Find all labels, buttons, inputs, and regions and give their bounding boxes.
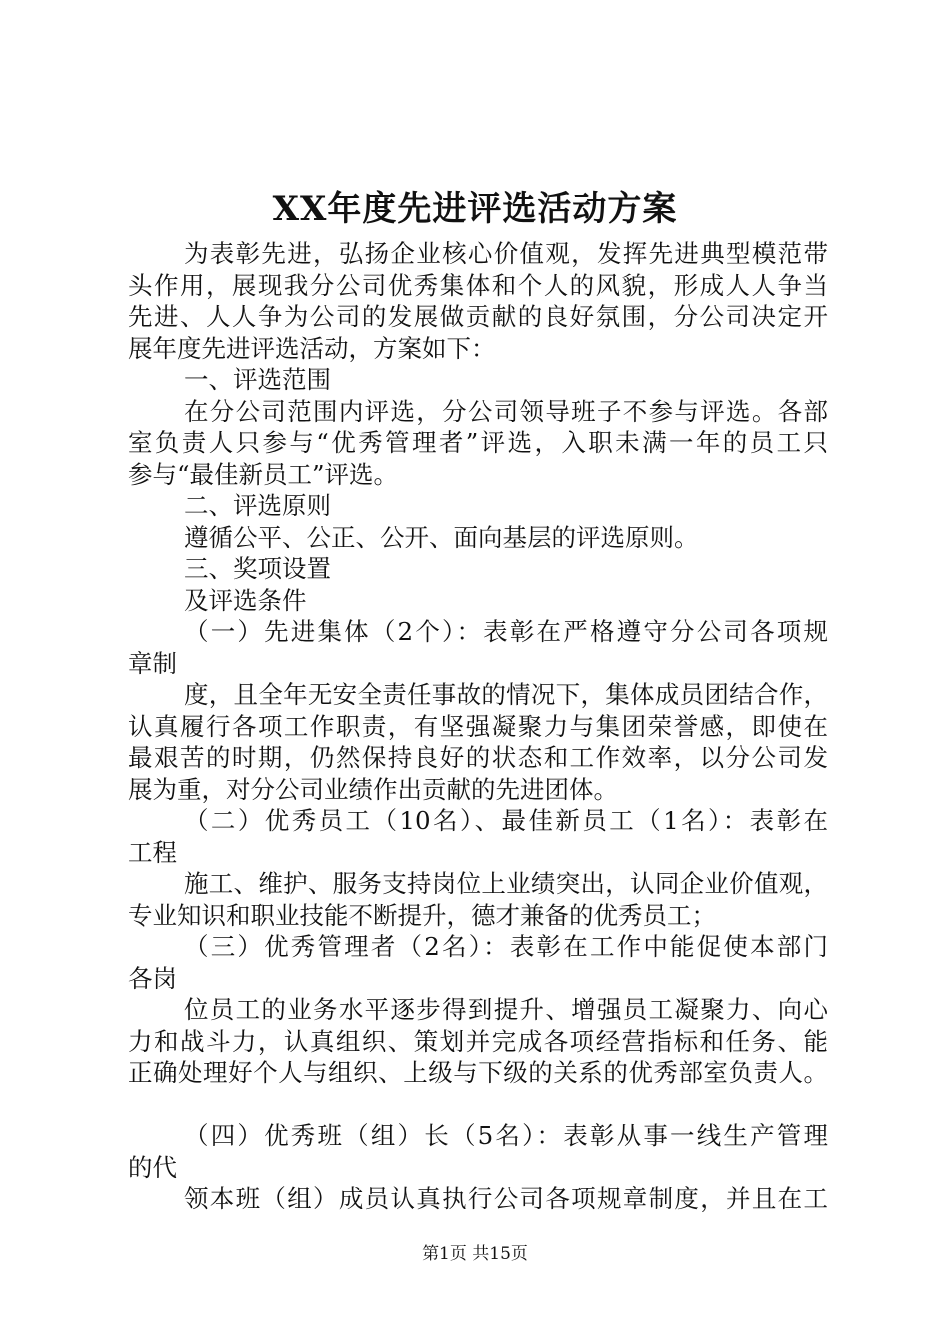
paragraph-line: 为表彰先进，弘扬企业核心价值观，发挥先进典型模范带 — [184, 239, 828, 268]
document-title: XX年度先进评选活动方案 — [272, 189, 678, 229]
paragraph-line: 各岗 — [128, 963, 177, 993]
paragraph-line: 展年度先进评选活动，方案如下： — [128, 333, 496, 363]
paragraph-line: 一、评选范围 — [184, 365, 331, 394]
document-body — [128, 238, 828, 1215]
paragraph-line: 在分公司范围内评选，分公司领导班子不参与评选。各部 — [184, 396, 828, 426]
paragraph-line: （一）先进集体（2个）：表彰在严格遵守分公司各项规 — [184, 617, 828, 646]
paragraph-line: （三）优秀管理者（2名）：表彰在工作中能促使本部门 — [184, 932, 828, 961]
paragraph-line: 章制 — [128, 648, 177, 678]
paragraph-line: 工程 — [128, 837, 177, 867]
paragraph-line: 头作用，展现我分公司优秀集体和个人的风貌，形成人人争当 — [128, 270, 828, 300]
paragraph-line: 展为重，对分公司业绩作出贡献的先进团体。 — [128, 774, 618, 804]
paragraph-line: 的代 — [128, 1152, 177, 1182]
paragraph-line: 室负责人只参与“优秀管理者”评选，入职未满一年的员工只 — [128, 428, 828, 457]
paragraph-line: 位员工的业务水平逐步得到提升、增强员工凝聚力、向心 — [184, 995, 828, 1024]
paragraph-line: 正确处理好个人与组织、上级与下级的关系的优秀部室负责人。 — [128, 1058, 828, 1087]
paragraph-line: 领本班（组）成员认真执行公司各项规章制度，并且在工 — [184, 1184, 828, 1213]
paragraph-line: 施工、维护、服务支持岗位上业绩突出，认同企业价值观， — [184, 869, 828, 898]
paragraph-line: 专业知识和职业技能不断提升，德才兼备的优秀员工； — [128, 900, 716, 930]
paragraph-line: 参与“最佳新员工”评选。 — [128, 459, 399, 489]
paragraph-line: 二、评选原则 — [184, 491, 331, 520]
paragraph-line: 认真履行各项工作职责，有坚强凝聚力与集团荣誉感，即使在 — [128, 711, 828, 741]
paragraph-line: 先进、人人争为公司的发展做贡献的良好氛围，分公司决定开 — [128, 302, 828, 331]
paragraph-line: 最艰苦的时期，仍然保持良好的状态和工作效率，以分公司发 — [128, 743, 828, 772]
paragraph-line: 三、奖项设置 — [184, 554, 331, 583]
paragraph-line: 遵循公平、公正、公开、面向基层的评选原则。 — [184, 522, 699, 552]
page-footer: 第1页 共15页 — [422, 1244, 528, 1264]
paragraph-line: （二）优秀员工（10名）、最佳新员工（1名）：表彰在 — [184, 806, 828, 835]
blank-line — [128, 1089, 828, 1121]
paragraph-line: 度，且全年无安全责任事故的情况下，集体成员团结合作， — [184, 680, 828, 709]
paragraph-line: 及评选条件 — [184, 585, 307, 615]
paragraph-line: （四）优秀班（组）长（5名）：表彰从事一线生产管理 — [184, 1121, 828, 1150]
paragraph-line: 力和战斗力，认真组织、策划并完成各项经营指标和任务、能 — [128, 1026, 828, 1056]
